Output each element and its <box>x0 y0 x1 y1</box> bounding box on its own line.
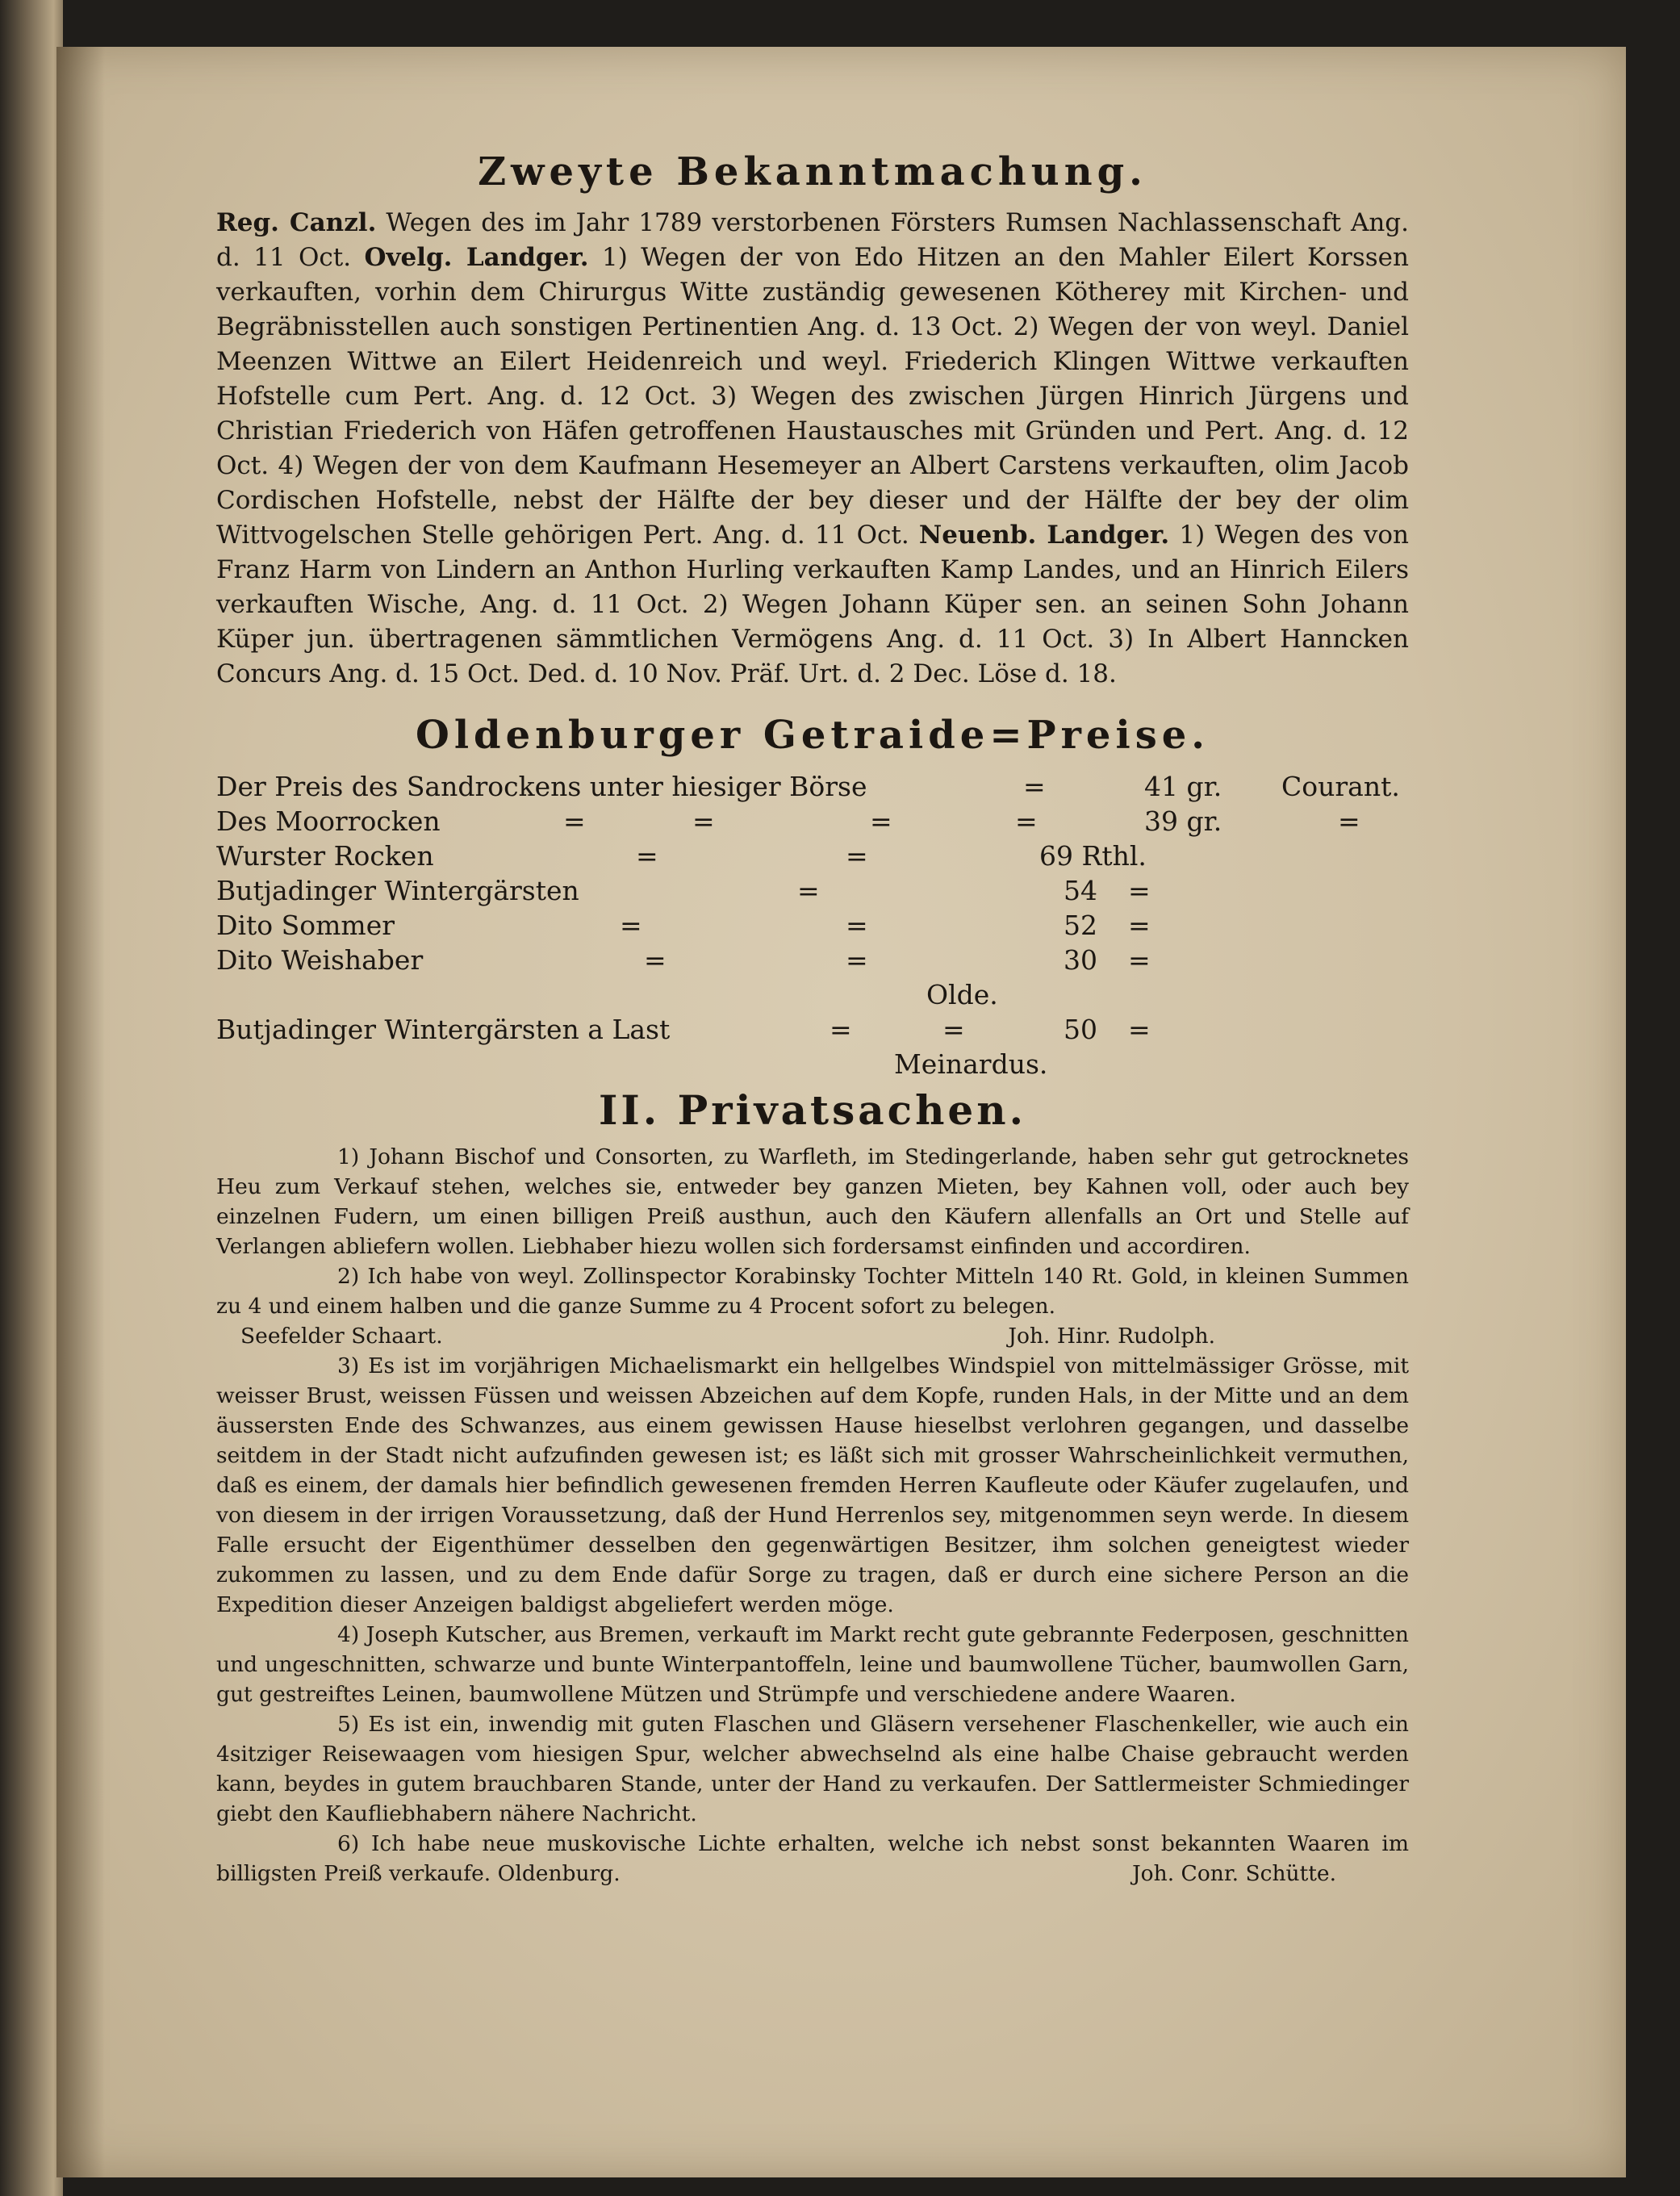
price-item: Der Preis des Sandrockens unter hiesiger Börse <box>216 771 867 802</box>
price-signature-row <box>216 1047 1409 1081</box>
court-name: Ovelg. Landger. <box>364 243 589 272</box>
price-amount: 39 gr. <box>1144 805 1222 837</box>
page-content <box>216 149 1409 1889</box>
price-item: Butjadinger Wintergärsten a Last <box>216 1014 671 1045</box>
prices-title: Oldenburger Getraide=Preise. <box>416 713 1210 758</box>
price-fill: = <box>644 944 667 976</box>
price-item: Wurster Rocken <box>216 840 434 872</box>
notice-text: 1) Wegen des von Franz Harm von Lindern an Anthon Hurling verkauften Kamp Landes, und an Hinrich Eilers verkauften Wische, Ang. d. 11 Oct. 2) Wegen Johann Küper sen. an seinen Sohn Johann Küper jun. übertragenen sämmtlichen Vermögens Ang. d. 11 Oct. 3) In Albert Hanncken Concurs Ang. d. 15 Oct. Ded. d. 10 Nov. Präf. Urt. d. 2 Dec. Löse d. 18. <box>216 521 1409 688</box>
spine-shadow <box>56 47 105 2177</box>
price-fill: = <box>846 840 868 872</box>
price-fill: = <box>620 910 642 941</box>
signature-place: Seefelder Schaart. <box>240 1324 443 1349</box>
price-row <box>216 804 1409 839</box>
price-fill: = <box>692 805 715 837</box>
price-fill: = <box>1023 771 1046 802</box>
price-row <box>216 908 1409 943</box>
price-amount: 41 gr. <box>1144 771 1222 802</box>
price-fill: = <box>563 805 586 837</box>
price-signature-row <box>216 977 1409 1012</box>
signature-name: Joh. Conr. Schütte. <box>1132 1861 1336 1886</box>
price-fill: = <box>1015 805 1038 837</box>
price-unit: = <box>1128 944 1151 976</box>
private-item: 5) Es ist ein, inwendig mit guten Flaschen und Gläsern versehener Flaschenkeller, wie auch ein 4sitziger Reisewaagen vom hiesigen Spur, welcher abwechselnd als eine halbe Chaise gebraucht werden kann, beydes in gutem brauchbaren Stande, unter der Hand zu verkaufen. Der Sattlermeister Schmiedinger giebt den Kaufliebhabern nähere Nachricht. <box>216 1712 1409 1826</box>
price-amount: 30 <box>1064 944 1097 976</box>
price-fill: = <box>846 910 868 941</box>
price-fill: = <box>636 840 658 872</box>
private-item-text: 6) Ich habe neue muskovische Lichte erhalten, welche ich nebst sonst bekannten Waaren im billigsten Preiß verkaufe. Oldenburg. <box>216 1831 1409 1886</box>
private-item <box>216 1829 1409 1889</box>
price-item: Dito Weishaber <box>216 944 424 976</box>
notice-text: Wegen des im Jahr 1789 verstorbenen Försters Rumsen Nachlassenschaft Ang. d. 11 Oct. <box>216 208 1410 272</box>
price-fill: = <box>846 944 868 976</box>
price-row <box>216 943 1409 977</box>
price-amount: 54 <box>1064 875 1097 906</box>
signature-name: Joh. Hinr. Rudolph. <box>1008 1324 1215 1349</box>
price-unit: = <box>1128 1014 1151 1045</box>
court-name: Reg. Canzl. <box>216 208 377 237</box>
price-fill: = <box>830 1014 852 1045</box>
price-amount: 52 <box>1064 910 1097 941</box>
private-section-title: II. Privatsachen. <box>599 1086 1026 1134</box>
price-item: Dito Sommer <box>216 910 395 941</box>
price-fill: = <box>797 875 820 906</box>
notice-title: Zweyte Bekanntmachung. <box>478 149 1147 195</box>
price-amount: 69 Rthl. <box>1039 840 1147 872</box>
price-fill: = <box>870 805 892 837</box>
private-item: 2) Ich habe von weyl. Zollinspector Korabinsky Tochter Mitteln 140 Rt. Gold, in kleinen Summen zu 4 und einem halben und die ganze Summe zu 4 Procent sofort zu belegen. <box>216 1264 1409 1319</box>
price-unit: = <box>1338 805 1360 837</box>
private-item: 4) Joseph Kutscher, aus Bremen, verkauft im Markt recht gute gebrannte Federposen, geschnitten und ungeschnitten, schwarze und bunte Winterpantoffeln, leine und baumwollene Tücher, baumwollen Garn, gut gestreiftes Leinen, baumwollene Mützen und Strümpfe und verschiedene andere Waaren. <box>216 1622 1409 1707</box>
facing-page-edge <box>0 0 63 2196</box>
price-row <box>216 769 1409 804</box>
price-amount: 50 <box>1064 1014 1097 1045</box>
price-item: Butjadinger Wintergärsten <box>216 875 579 906</box>
price-signature: Meinardus. <box>894 1048 1048 1080</box>
private-item: 3) Es ist im vorjährigen Michaelismarkt ein hellgelbes Windspiel von mittelmässiger Grösse, mit weisser Brust, weissen Füssen und weissen Abzeichen auf dem Kopfe, runden Hals, in der Mitte und an dem äussersten Ende des Schwanzes, aus einem gewissen Hause hieselbst verlohren gegangen, und dasselbe seitdem in der Stadt nicht aufzufinden gewesen ist; es läßt sich mit grosser Wahrscheinlichkeit vermuthen, daß es einem, der damals hier befindlich gewesenen fremden Herren Kaufleute oder Käufer zugelaufen, und von diesem in der irrigen Voraussetzung, daß der Hund Herrenlos sey, mitgenommen seyn werde. In diesem Falle ersucht der Eigenthümer desselben den gegenwärtigen Besitzer, ihm solchen geneigtest wieder zukommen zu lassen, und zu dem Ende dafür Sorge zu tragen, daß er durch eine sichere Person an die Expedition dieser Anzeigen baldigst abgeliefert werden möge. <box>216 1353 1409 1617</box>
private-item-signature <box>216 1321 1409 1351</box>
private-item: 1) Johann Bischof und Consorten, zu Warfleth, im Stedingerlande, haben sehr gut getrocknetes Heu zum Verkauf stehen, welches sie, entweder bey ganzen Mieten, bey Kahnen voll, oder auch bey einzelnen Fudern, um einen billigen Preiß austhun, auch den Käufern allenfalls an Ort und Stelle auf Verlangen abliefern wollen. Liebhaber hiezu wollen sich fordersamst einfinden und accordiren. <box>216 1144 1409 1259</box>
price-table <box>216 769 1409 1081</box>
notice-text: 1) Wegen der von Edo Hitzen an den Mahler Eilert Korssen verkauften, vorhin dem Chirurgus Witte zuständig gewesenen Kötherey mit Kirchen- und Begräbnisstellen auch sonstigen Pertinentien Ang. d. 13 Oct. 2) Wegen der von weyl. Daniel Meenzen Wittwe an Eilert Heidenreich und weyl. Friederich Klingen Wittwe verkauften Hofstelle cum Pert. Ang. d. 12 Oct. 3) Wegen des zwischen Jürgen Hinrich Jürgens und Christian Friederich von Häfen getroffenen Haustausches mit Gründen und Pert. Ang. d. 12 Oct. 4) Wegen der von dem Kaufmann Hesemeyer an Albert Carstens verkauften, olim Jacob Cordischen Hofstelle, nebst der Hälfte der bey dieser und der Hälfte der bey der olim Wittvogelschen Stelle gehörigen Pert. Ang. d. 11 Oct. <box>216 243 1409 550</box>
price-row <box>216 1012 1409 1047</box>
price-row <box>216 839 1409 873</box>
price-row <box>216 873 1409 908</box>
price-fill: = <box>942 1014 965 1045</box>
price-unit: Courant. <box>1281 771 1400 802</box>
price-signature: Olde. <box>926 979 998 1010</box>
notice-paragraph <box>216 206 1409 692</box>
price-unit: = <box>1128 910 1151 941</box>
price-item: Des Moorrocken <box>216 805 441 837</box>
court-name: Neuenb. Landger. <box>918 521 1170 550</box>
price-unit: = <box>1128 875 1151 906</box>
